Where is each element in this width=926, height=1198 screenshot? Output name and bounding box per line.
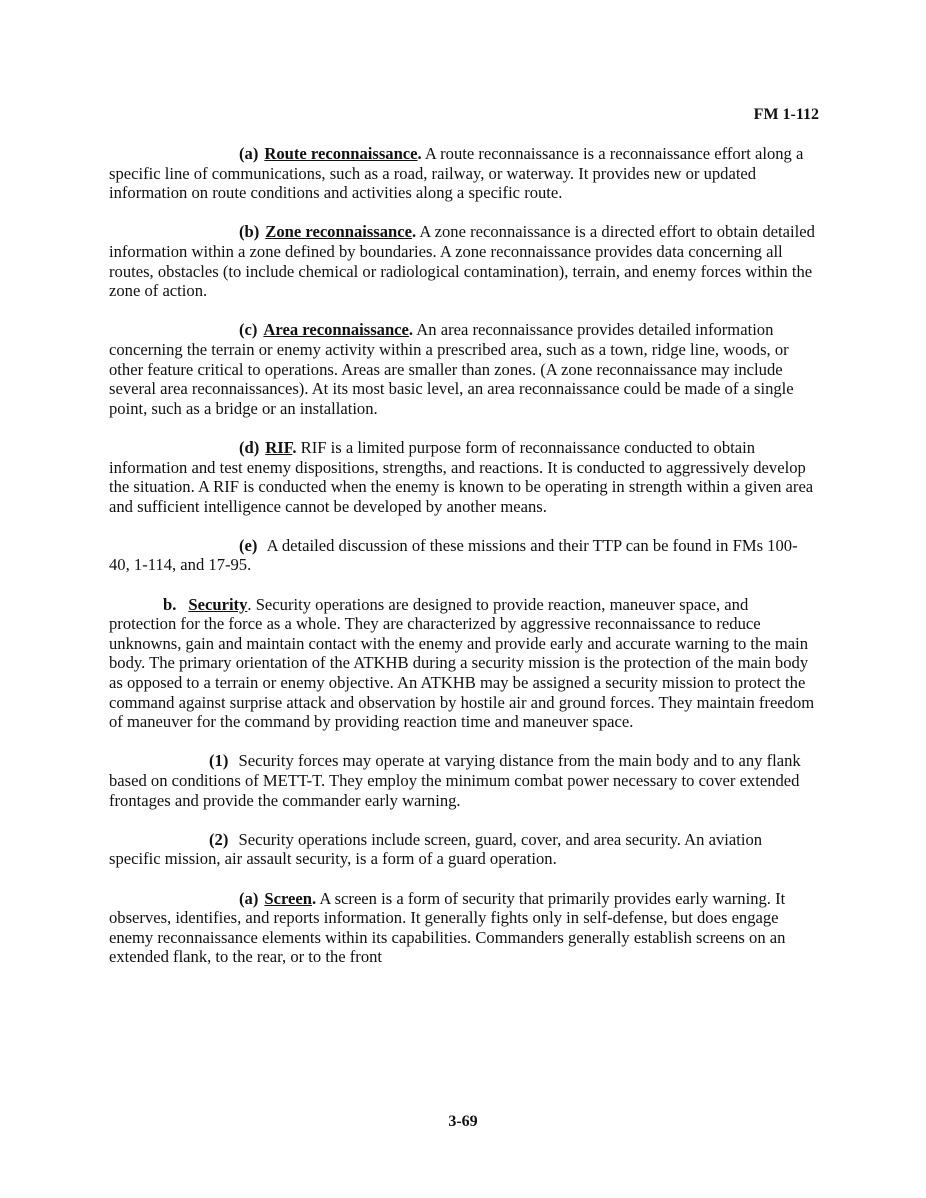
paragraph-title: Area reconnaissance	[263, 320, 409, 340]
paragraph-label: (a)	[239, 888, 259, 908]
paragraph-security	[109, 595, 817, 732]
title-period: .	[412, 222, 417, 242]
title-period: .	[247, 594, 252, 614]
title-period: .	[417, 144, 422, 163]
title-period: .	[292, 437, 297, 457]
page-body	[109, 144, 817, 987]
paragraph-title: RIF	[265, 437, 293, 457]
document-id: FM 1-112	[753, 106, 819, 123]
paragraph-detailed-discussion	[109, 536, 817, 575]
paragraph-text: RIF is a limited purpose form of reconnaissance conducted to obtain information and test enemy dispositions, strengths, and reactions. It is conducted to aggressively develop the situation. A RIF is conducted when the enemy is known to be operating in strength within a given area and sufficient intelligence cannot be developed by another means.	[109, 437, 814, 516]
paragraph-screen	[109, 889, 817, 967]
page-number: 3-69	[448, 1113, 478, 1130]
paragraph-title: Security	[188, 594, 248, 614]
paragraph-title: Route reconnaissance	[264, 144, 418, 163]
paragraph-label: (c)	[239, 320, 258, 340]
paragraph-label: (2)	[209, 829, 229, 849]
paragraph-text: A screen is a form of security that primarily provides early warning. It observes, identifies, and reports information. It generally fights only in self-defense, but does engage enemy reconnaissance elements within its capabilities. Commanders generally establish screens on an extended flank, to the rear, or to the front	[109, 888, 786, 967]
paragraph-text: Security operations are designed to provide reaction, maneuver space, and protection for the force as a whole. They are characterized by aggressive reconnaissance to reduce unknowns, gain and maintain contact with the enemy and provide early and accurate warning to the main body. The primary orientation of the ATKHB during a security mission is the protection of the main body as opposed to a terrain or enemy objective. An ATKHB may be assigned a security mission to protect the command against surprise attack and observation by hostile air and ground forces. They maintain freedom of maneuver for the command by providing reaction time and maneuver space.	[109, 594, 815, 732]
paragraph-rif	[109, 438, 817, 516]
paragraph-title: Screen	[264, 888, 312, 908]
paragraph-label: (b)	[239, 222, 260, 242]
paragraph-security-1	[109, 751, 817, 810]
paragraph-text: A route reconnaissance is a reconnaissance effort along a specific line of communications, such as a road, railway, or waterway. It provides new or updated information on route conditions and activities along a specific route.	[109, 144, 804, 203]
paragraph-label: b.	[163, 594, 177, 614]
paragraph-text: A zone reconnaissance is a directed effort to obtain detailed information within a zone defined by boundaries. A zone reconnaissance provides data concerning all routes, obstacles (to include chemical or radiological contamination), terrain, and enemy forces within the zone of action.	[109, 222, 815, 301]
paragraph-label: (d)	[239, 437, 260, 457]
paragraph-text: An area reconnaissance provides detailed information concerning the terrain or enemy activity within a prescribed area, such as a town, ridge line, woods, or other feature critical to operations. Areas are smaller than zones. (A zone reconnaissance may include several area reconnaissances). At its most basic level, an area reconnaissance could be made of a single point, such as a bridge or an installation.	[109, 320, 794, 418]
paragraph-title: Zone reconnaissance	[265, 222, 413, 242]
paragraph-text: Security forces may operate at varying distance from the main body and to any flank based on conditions of METT-T. They employ the minimum combat power necessary to cover extended frontages and provide the commander early warning.	[109, 751, 801, 810]
paragraph-label: (a)	[239, 144, 259, 163]
paragraph-security-2	[109, 830, 817, 869]
paragraph-area-reconnaissance	[109, 320, 817, 418]
paragraph-label: (e)	[239, 535, 258, 555]
title-period: .	[311, 888, 317, 908]
paragraph-route-reconnaissance	[109, 144, 817, 203]
paragraph-text: Security operations include screen, guard, cover, and area security. An aviation specific mission, air assault security, is a form of a guard operation.	[109, 829, 763, 869]
paragraph-text: A detailed discussion of these missions and their TTP can be found in FMs 100-40, 1-114, and 17-95.	[109, 535, 798, 575]
title-period: .	[408, 320, 414, 340]
paragraph-label: (1)	[209, 751, 229, 771]
paragraph-zone-reconnaissance	[109, 222, 817, 300]
